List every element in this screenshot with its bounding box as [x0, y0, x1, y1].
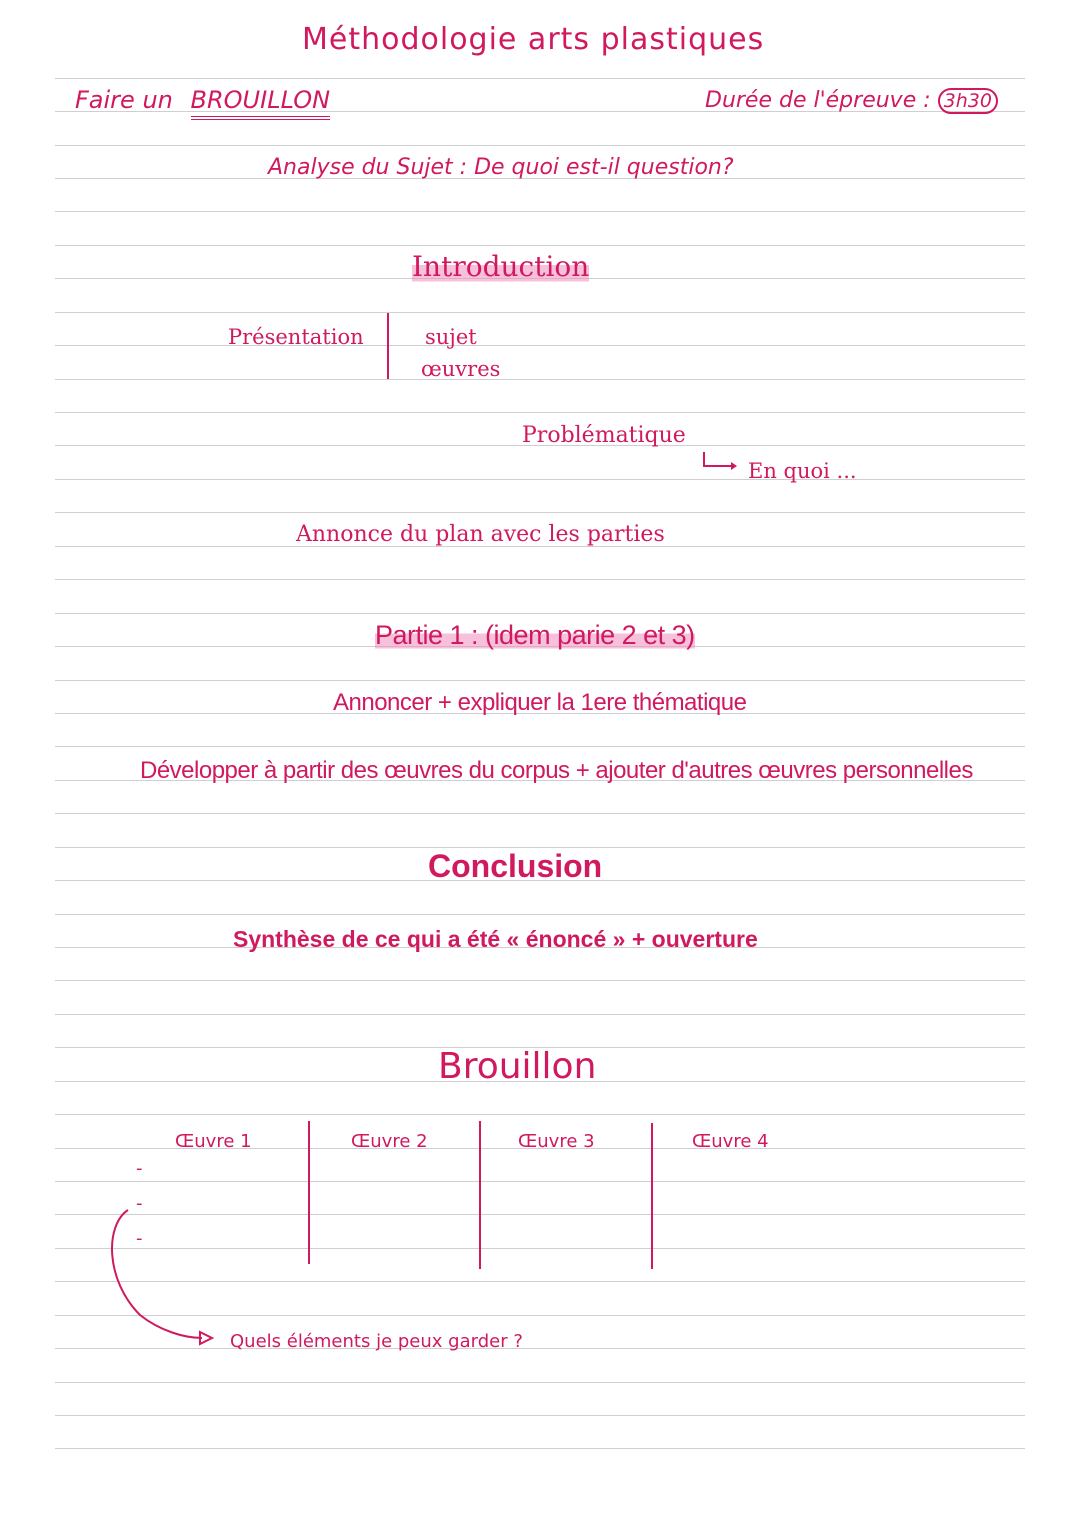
arrow-icon — [698, 450, 740, 474]
introduction-heading — [412, 250, 589, 283]
ruled-line — [55, 245, 1025, 246]
ruled-line — [55, 1181, 1025, 1182]
introduction-heading-text: Introduction — [412, 250, 590, 283]
ruled-line — [55, 1415, 1025, 1416]
analysis-line: Analyse du Sujet : De quoi est-il question? — [268, 155, 734, 180]
ruled-line — [55, 579, 1025, 580]
bullet-dash-3: - — [136, 1228, 143, 1249]
annonce-plan: Annonce du plan avec les parties — [296, 522, 665, 547]
duration-badge: 3h30 — [938, 88, 998, 114]
header-left-strong: BROUILLON — [191, 86, 331, 120]
ruled-line — [55, 78, 1025, 79]
column-oeuvre-1: Œuvre 1 — [175, 1131, 252, 1152]
presentation-divider — [387, 313, 389, 379]
bullet-dash-2: - — [136, 1193, 143, 1214]
column-oeuvre-4: Œuvre 4 — [692, 1131, 769, 1152]
ruled-line — [55, 680, 1025, 681]
conclusion-text: Synthèse de ce qui a été « énoncé » + ouverture — [233, 926, 758, 952]
ruled-line — [55, 1014, 1025, 1015]
ruled-line — [55, 1448, 1025, 1449]
ruled-line — [55, 512, 1025, 513]
column-oeuvre-2: Œuvre 2 — [351, 1131, 428, 1152]
ruled-line — [55, 980, 1025, 981]
brouillon-heading: Brouillon — [438, 1046, 597, 1087]
column-oeuvre-3: Œuvre 3 — [518, 1131, 595, 1152]
ruled-line — [55, 479, 1025, 480]
ruled-line — [55, 145, 1025, 146]
partie-line-2: Développer à partir des œuvres du corpus + ajouter d'autres œuvres personnelles — [140, 757, 973, 784]
partie-line-1: Annoncer + expliquer la 1ere thématique — [333, 689, 747, 716]
partie-heading — [375, 620, 695, 651]
presentation-label: Présentation — [228, 325, 364, 349]
ruled-line — [55, 914, 1025, 915]
page-title: Méthodologie arts plastiques — [302, 22, 765, 57]
ruled-line — [55, 345, 1025, 346]
ruled-line — [55, 1382, 1025, 1383]
header-left — [75, 86, 330, 114]
presentation-item-sujet: sujet — [425, 325, 477, 349]
conclusion-heading: Conclusion — [428, 848, 603, 884]
column-divider-3 — [651, 1123, 653, 1269]
column-divider-1 — [308, 1121, 310, 1264]
ruled-line — [55, 412, 1025, 413]
curved-arrow-icon — [100, 1205, 230, 1355]
problematique-label: Problématique — [522, 423, 686, 448]
ruled-line — [55, 211, 1025, 212]
ruled-line — [55, 813, 1025, 814]
presentation-item-oeuvres: œuvres — [421, 357, 501, 381]
bullet-dash-1: - — [136, 1158, 143, 1179]
en-quoi-text: En quoi ... — [748, 459, 857, 483]
ruled-line — [55, 613, 1025, 614]
partie-heading-text: Partie 1 : (idem parie 2 et 3) — [375, 620, 695, 650]
column-divider-2 — [479, 1121, 481, 1269]
question-text: Quels éléments je peux garder ? — [230, 1331, 523, 1352]
duration-label: Durée de l'épreuve : — [705, 88, 931, 113]
header-right — [705, 88, 998, 113]
header-left-prefix: Faire un — [75, 86, 173, 114]
ruled-line — [55, 379, 1025, 380]
ruled-line — [55, 312, 1025, 313]
ruled-line — [55, 1114, 1025, 1115]
ruled-line — [55, 746, 1025, 747]
